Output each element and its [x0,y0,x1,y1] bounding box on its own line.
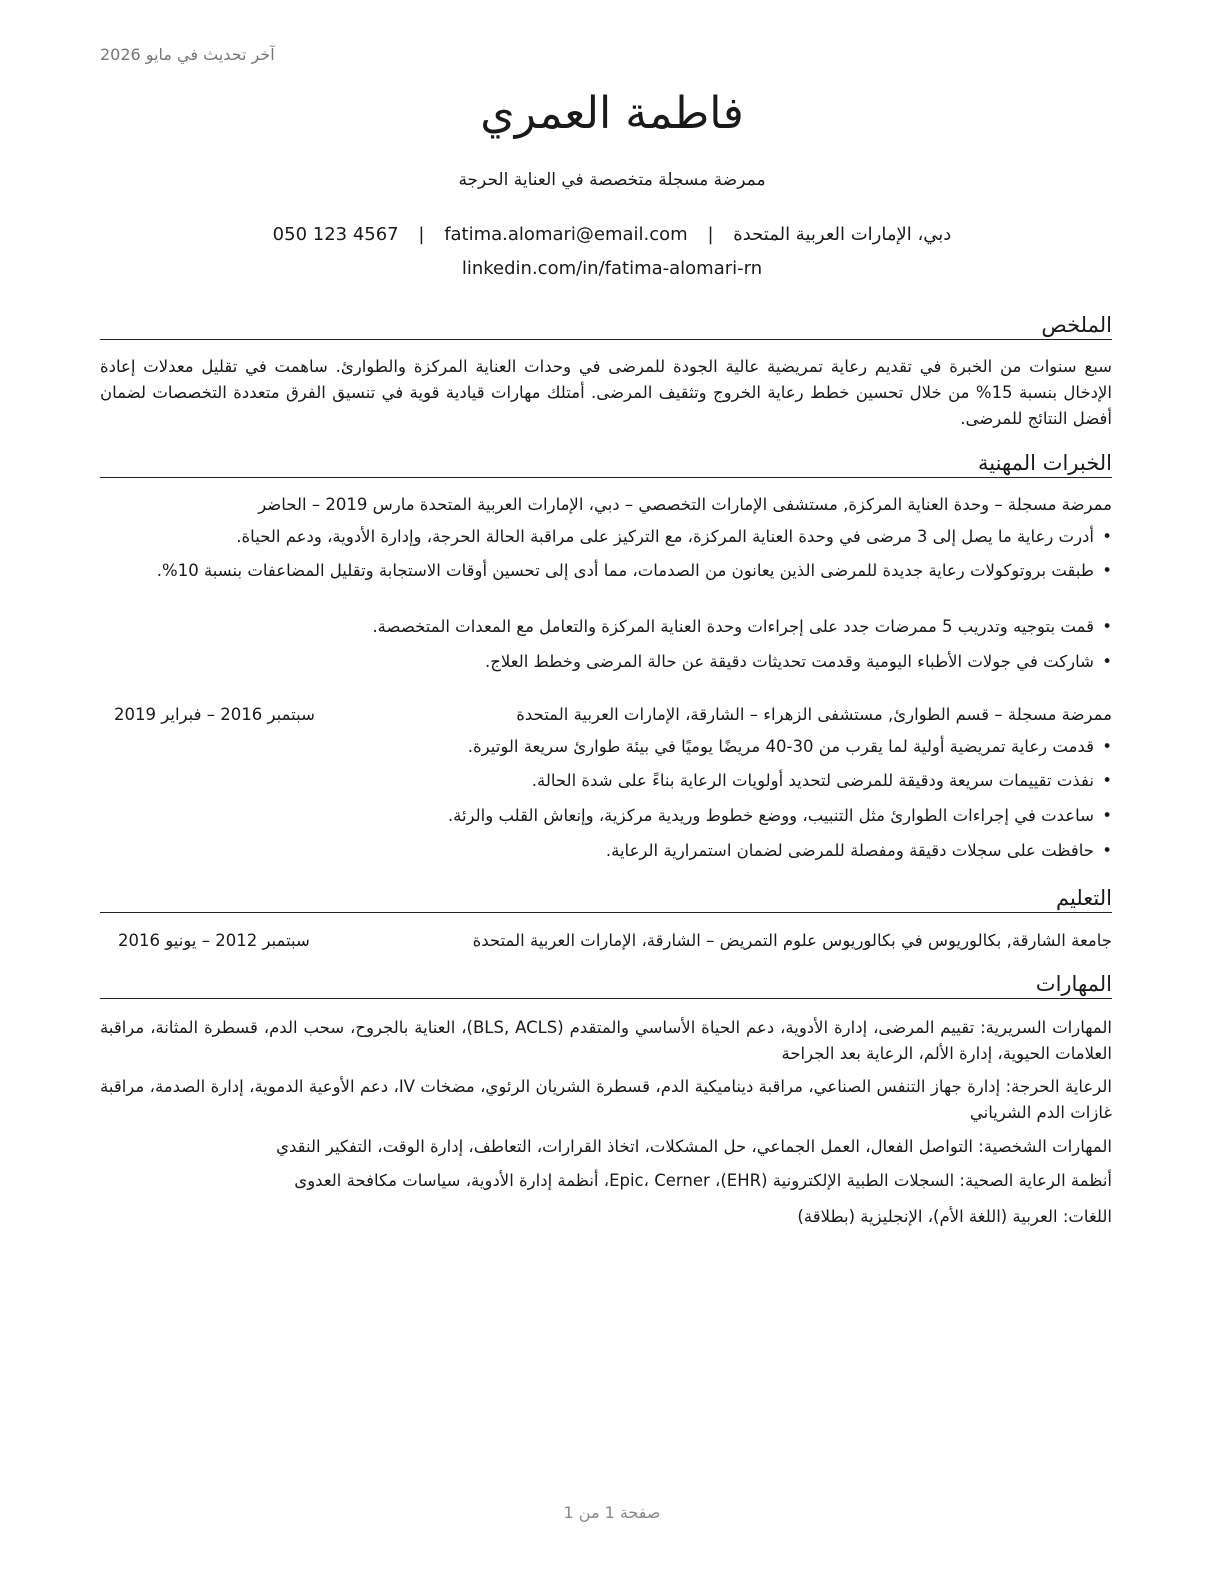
phone-number: 050 123 4567 [272,224,399,245]
summary-text: سبع سنوات من الخبرة في تقديم رعاية تمريضية عالية الجودة للمرضى في وحدات العناية المركزة والطوارئ. ساهمت في تقليل معدلات إعادة الإدخال بنسبة 15% من خلال تحسين خطط رعاية الخروج وتثقيف المرضى. أمتلك مهارات قيادية قوية في تنسيق الفرق متعددة التخصصات لضمان أفضل النتائج للمرضى. [100,357,1112,428]
skills-item: الرعاية الحرجة: إدارة جهاز التنفس الصناعي، مراقبة ديناميكية الدم، قسطرة الشريان الرئوي، مضخات IV، دعم الأوعية الدموية، إدارة الصدمة، مراقبة غازات الدم الشرياني [100,1077,1112,1122]
job-bullet [100,838,1112,864]
job-heading: ممرضة مسجلة – قسم الطوارئ, مستشفى الزهراء – الشارقة، الإمارات العربية المتحدة [516,705,1112,724]
bullet-text: أدرت رعاية ما يصل إلى 3 مرضى في وحدة العناية المركزة، مع التركيز على مراقبة الحالة الحرجة، وإدارة الأدوية، ودعم الحياة. [236,527,1094,546]
job-bullet [100,524,1112,550]
job-dates: سبتمبر 2016 – فبراير 2019 [114,705,315,724]
job-bullet [100,768,1112,794]
contact-line [0,224,1224,245]
bullet-text: قدمت رعاية تمريضية أولية لما يقرب من 30-40 مريضًا يوميًا في بيئة طوارئ سريعة الوتيرة. [467,737,1094,756]
bullet-text: قمت بتوجيه وتدريب 5 ممرضات جدد على إجراءات وحدة العناية المركزة والتعامل مع المعدات المتخصصة. [372,617,1094,636]
education-dates: سبتمبر 2012 – يونيو 2016 [118,931,310,950]
bullet-dot: • [1102,841,1112,860]
bullet-text: حافظت على سجلات دقيقة ومفصلة للمرضى لضمان استمرارية الرعاية. [605,841,1094,860]
job-bullet [100,734,1112,760]
skills-item: المهارات الشخصية: التواصل الفعال، العمل الجماعي، حل المشكلات، اتخاذ القرارات، التعاطف، إدارة الوقت، التفكير النقدي [276,1137,1112,1156]
job-bullet [100,614,1112,640]
skills-item: أنظمة الرعاية الصحية: السجلات الطبية الإلكترونية (EHR)، Epic، Cerner، أنظمة إدارة الأدوية، سياسات مكافحة العدوى [294,1171,1112,1190]
education-entry: جامعة الشارقة, بكالوريوس في بكالوريوس علوم التمريض – الشارقة، الإمارات العربية المتحدة [472,931,1112,950]
job-bullet [100,649,1112,675]
bullet-text: ساعدت في إجراءات الطوارئ مثل التنبيب، ووضع خطوط وريدية مركزية، وإنعاش القلب والرئة. [447,806,1094,825]
bullet-dot: • [1102,527,1112,546]
bullet-dot: • [1102,617,1112,636]
bullet-dot: • [1102,771,1112,790]
bullet-dot: • [1102,806,1112,825]
page-number: صفحة 1 من 1 [563,1503,661,1522]
job-bullet [100,558,1112,584]
last-updated: آخر تحديث في مايو 2026 [100,45,275,64]
skills-item: المهارات السريرية: تقييم المرضى، إدارة الأدوية، دعم الحياة الأساسي والمتقدم (BLS, ACLS)، العناية بالجروح، سحب الدم، قسطرة المثانة، مراقبة العلامات الحيوية، إدارة الألم، الرعاية بعد الجراحة [100,1018,1112,1063]
bullet-dot: • [1102,561,1112,580]
bullet-text: نفذت تقييمات سريعة ودقيقة للمرضى لتحديد أولويات الرعاية بناءً على شدة الحالة. [531,771,1094,790]
skills-item: اللغات: العربية (اللغة الأم)، الإنجليزية (بطلاقة) [797,1207,1112,1226]
section-title-summary: الملخص [100,312,1112,340]
job-bullet [100,803,1112,829]
bullet-dot: • [1102,652,1112,671]
job-heading: ممرضة مسجلة – وحدة العناية المركزة, مستشفى الإمارات التخصصي – دبي، الإمارات العربية المتحدة مارس 2019 – الحاضر [258,495,1112,514]
bullet-text: شاركت في جولات الأطباء اليومية وقدمت تحديثات دقيقة عن حالة المرضى وخطط العلاج. [485,652,1094,671]
job-title: ممرضة مسجلة متخصصة في العناية الحرجة [458,170,766,190]
separator: | [418,224,425,245]
linkedin-link[interactable]: linkedin.com/in/fatima-alomari-rn [461,258,763,279]
section-title-skills: المهارات [100,971,1112,999]
bullet-text: طبقت بروتوكولات رعاية جديدة للمرضى الذين يعانون من الصدمات، مما أدى إلى تحسين أوقات الاستجابة وتقليل المضاعفات بنسبة 10%. [156,561,1094,580]
separator: | [707,224,714,245]
bullet-dot: • [1102,737,1112,756]
location: دبي، الإمارات العربية المتحدة [733,224,952,245]
section-title-education: التعليم [100,885,1112,913]
candidate-name: فاطمة العمري [480,88,744,139]
email-link[interactable]: fatima.alomari@email.com [444,224,688,245]
section-title-experience: الخبرات المهنية [100,450,1112,478]
